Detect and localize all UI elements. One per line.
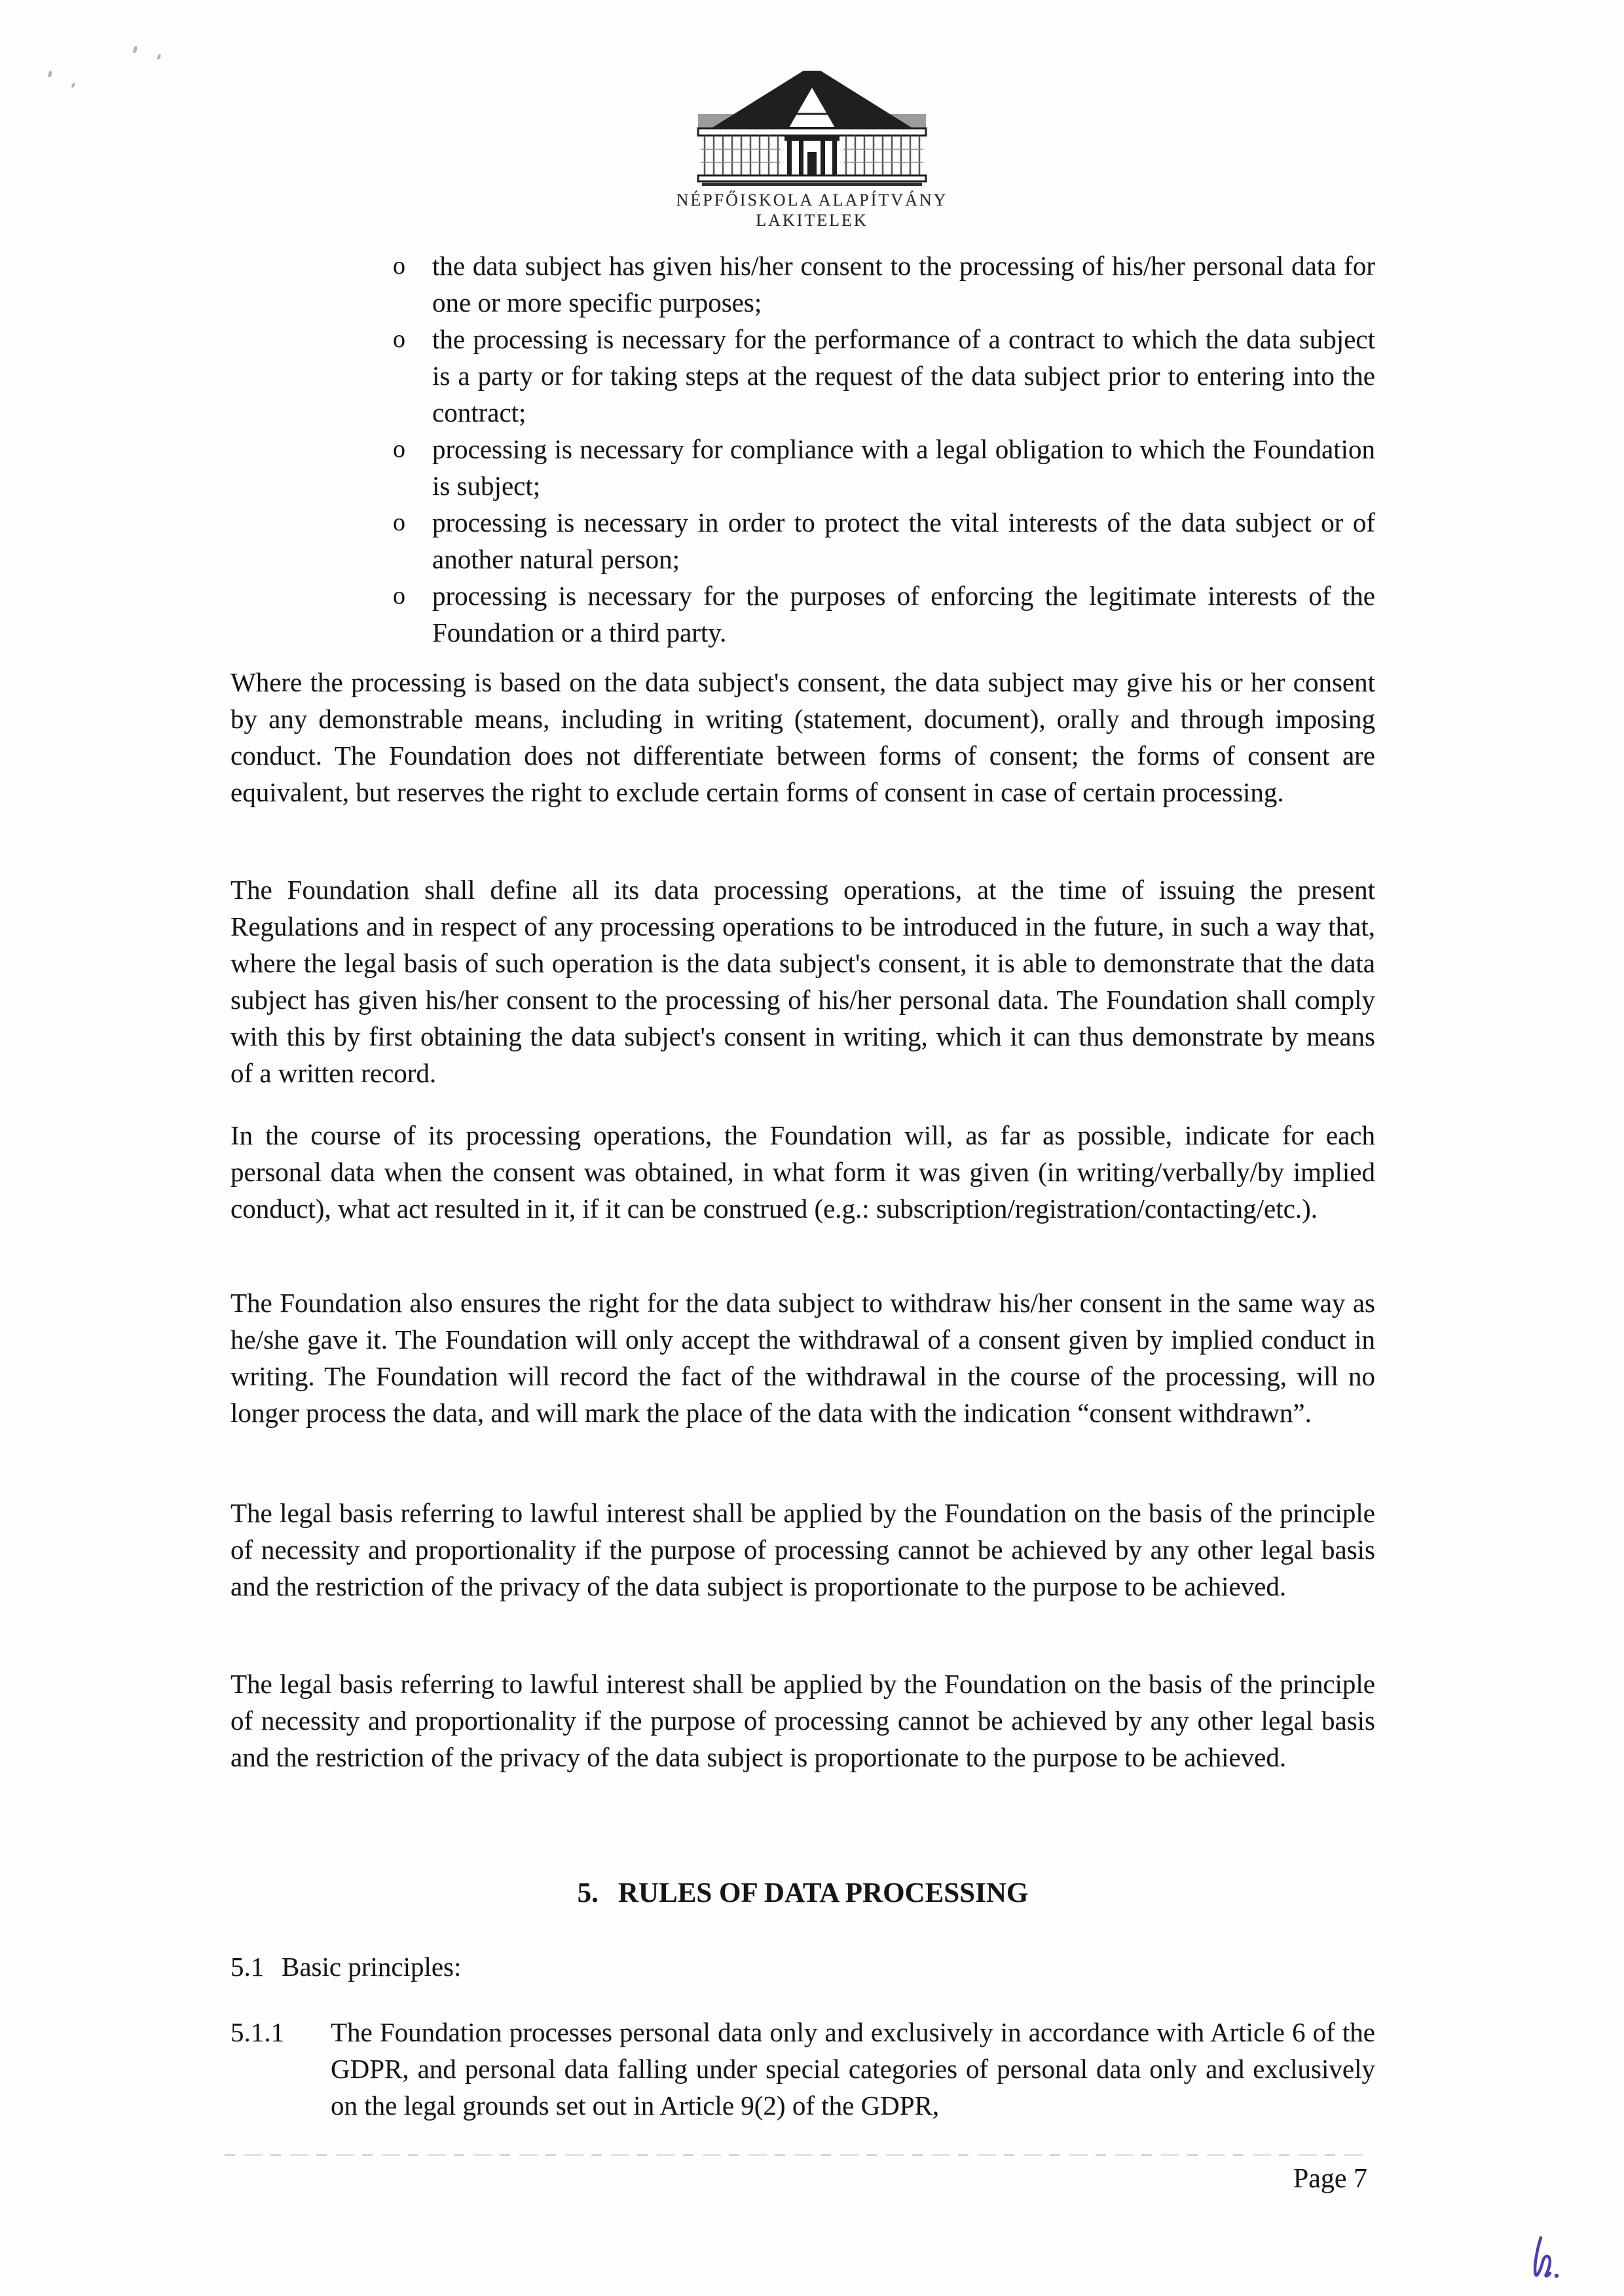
body-paragraph: The Foundation shall define all its data processing operations, at the time of issuing the present Regulations and in respect of any processing operations to be introduced in the future, in such a way that, where the legal basis of such operation is the data subject's consent, it is able to demonstrate that the data subject has given his/her consent to the processing of his/her personal data. The Foundation shall comply with this by first obtaining the data subject's consent in writing, which it can thus demonstrate by means of a written record. — [231, 875, 1375, 1088]
clause-5-1-1 — [231, 2014, 1375, 2124]
list-item — [393, 577, 1375, 651]
building-logo-icon — [694, 68, 930, 190]
clause-number: 5.1.1 — [231, 2017, 284, 2047]
list-item-text: processing is necessary in order to protect the vital interests of the data subject or of another natural person; — [432, 507, 1375, 574]
subsection-heading — [231, 1948, 1375, 1985]
handwritten-initial — [1526, 2234, 1572, 2286]
list-item-text: processing is necessary for the purposes of enforcing the legitimate interests of the Foundation or a third party. — [432, 581, 1375, 647]
body-paragraph: In the course of its processing operations, the Foundation will, as far as possible, indicate for each personal data when the consent was obtained, in what form it was given (in writing/verbally/by implied conduct), what act resulted in it, if it can be construed (e.g.: subscription/registration/contacting/etc.). — [231, 1120, 1375, 1224]
list-item — [393, 321, 1375, 431]
subsection-number: 5.1 — [231, 1952, 265, 1982]
list-item — [393, 431, 1375, 504]
clause-text: The Foundation processes personal data only and exclusively in accordance with Article 6 of the GDPR, and personal data falling under special categories of personal data only and exclusively on the legal grounds set out in Article 9(2) of the GDPR, — [331, 2017, 1375, 2121]
section-number: 5. — [577, 1878, 599, 1908]
body-paragraph: The legal basis referring to lawful interest shall be applied by the Foundation on the basis of the principle of necessity and proportionality if the purpose of processing cannot be achieved by any other legal basis and the restriction of the privacy of the data subject is proportionate to the purpose to be achieved. — [231, 1498, 1375, 1601]
scan-speckle — [157, 54, 162, 60]
initial-stroke — [1535, 2238, 1550, 2276]
list-item-text: processing is necessary for compliance with a legal obligation to which the Foundation is subject; — [432, 434, 1375, 501]
list-item-text: the data subject has given his/her consent to the processing of his/her personal data for one or more specific purposes; — [432, 251, 1375, 318]
page-number: Page 7 — [1293, 2164, 1367, 2194]
subsection-title: Basic principles: — [282, 1952, 462, 1982]
body-paragraph: The legal basis referring to lawful interest shall be applied by the Foundation on the basis of the principle of necessity and proportionality if the purpose of processing cannot be achieved by any other legal basis and the restriction of the privacy of the data subject is proportionate to the purpose to be achieved. — [231, 1669, 1375, 1772]
logo-caption-line1: NÉPFŐISKOLA ALAPÍTVÁNY — [676, 191, 948, 210]
scan-speckle — [133, 46, 138, 54]
bullet-marker: o — [393, 325, 405, 353]
initial-dot — [1555, 2274, 1559, 2278]
bullet-marker: o — [393, 582, 405, 610]
list-item-text: the processing is necessary for the performance of a contract to which the data subject is a party or for taking steps at the request of the data subject prior to entering into the contract; — [432, 324, 1375, 428]
bullet-marker: o — [393, 435, 405, 463]
foundation-logo — [0, 68, 1624, 230]
legal-basis-list — [393, 247, 1375, 651]
body-paragraph: Where the processing is based on the data subject's consent, the data subject may give his or her consent by any demonstrable means, including in writing (statement, document), orally and through imposing conduct. The Foundation does not differentiate between forms of consent; the forms of consent are equivalent, but reserves the right to exclude certain forms of consent in case of certain processing. — [231, 667, 1375, 807]
list-item — [393, 504, 1375, 577]
list-item — [393, 247, 1375, 321]
bullet-marker: o — [393, 509, 405, 536]
separator-artifact-line — [225, 2154, 1371, 2156]
body-paragraph: The Foundation also ensures the right for the data subject to withdraw his/her consent in the same way as he/she gave it. The Foundation will only accept the withdrawal of a consent given by implied conduct in writing. The Foundation will record the fact of the withdrawal in the course of the processing, will no longer process the data, and will mark the place of the data with the indication “consent withdrawn”. — [231, 1288, 1375, 1428]
logo-caption-line2: LAKITELEK — [756, 211, 868, 230]
section-heading — [231, 1875, 1375, 1912]
bullet-marker: o — [393, 252, 405, 280]
section-title: RULES OF DATA PROCESSING — [618, 1878, 1029, 1908]
